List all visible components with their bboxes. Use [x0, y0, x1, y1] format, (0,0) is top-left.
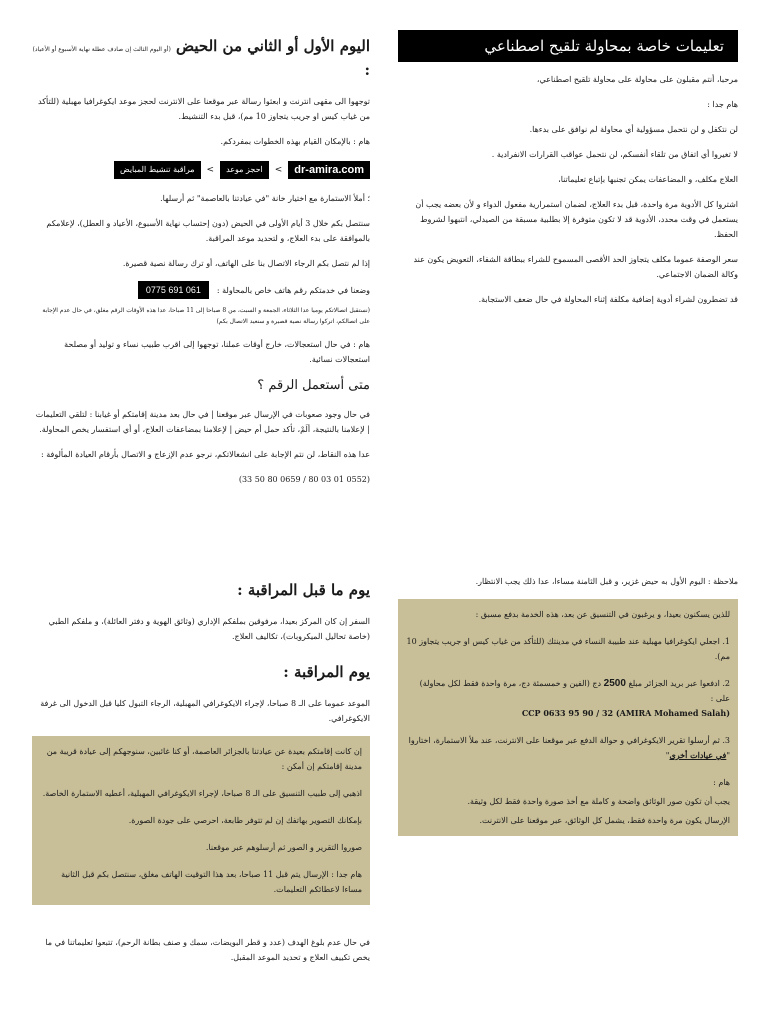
booking-link[interactable]: احجز موعد: [220, 161, 269, 179]
paragraph: لا تغيروا أي اتفاق من تلقاء أنفسكم، لن نتحمل عواقب القرارات الانفرادية .: [491, 150, 738, 159]
step-2: [406, 676, 730, 721]
paragraph: سنتصل بكم خلال 3 أيام الأولى في الحيض (دون إحتساب نهاية الأسبوع، الأعياد و العطل)، لإعلامكم بالموافقة على بدء العلاج، و لتحديد موعد المراقبة.: [46, 219, 370, 243]
important-line-1: يجب أن تكون صور الوثائق واضحة و كاملة مع أخذ صورة واحدة فقط لكل وثيقة.: [467, 797, 730, 806]
clinic-phone-numbers: (0552 01 03 80 / 0659 80 50 33): [238, 475, 370, 484]
monitoring-link[interactable]: مراقبة تنشيط المبايض: [114, 161, 200, 179]
phone-label: وضعنا في خدمتكم رقم هاتف خاص بالمحاولة :: [216, 285, 370, 295]
call-hours-note: (نستقبل اتصالاتكم يوميا عدا الثلاثاء، الجمعة و السبت، من 8 صباحا إلى 11 صباحا، عدا هذه الأوقات الرقم مغلق، في حال عدم الإجابة على اتصالكم، اتركوا رسالة نصية قصيرة و سنعيد الاتصال بكم): [42, 307, 370, 325]
first-day-column: [32, 30, 370, 497]
path-separator: >: [206, 165, 215, 175]
box-intro: للذين يسكنون بعيدا، و يرغبون في التنسيق عن بعد، هذه الخدمة بدفع مسبق :: [475, 610, 730, 619]
instructions-column: [398, 30, 738, 317]
paragraph: هام : بالإمكان القيام بهذه الخطوات بمفردكم.: [220, 137, 370, 146]
paragraph: إذا لم نتصل بكم الرجاء الاتصال بنا على الهاتف، أو ترك رسالة نصية قصيرة.: [122, 259, 370, 268]
website-link[interactable]: dr-amira.com: [288, 161, 370, 179]
step-1: 1. اجعلي ايكوغرافيا مهبلية عند طبيبة النساء في مدينتك (للتأكد من غياب كيس او جريب يتجاوز 10 مم).: [406, 637, 730, 661]
paragraph: سعر الوصفة عموما مكلف يتجاوز الحد الأقصى المسموح للشراء ببطاقة الشفاء، التعويض يكون عند وكالة الضمان الاجتماعي.: [413, 255, 738, 279]
paragraph: هام : في حال استعجالات، خارج أوقات عملنا، توجهوا إلى اقرب طبيب نساء و توليد أو مصلحة استعجالات نسائية.: [64, 340, 370, 364]
paragraph: الموعد عموما على الـ 8 صباحا، لإجراء الايكوغرافي المهبلية، الرجاء التبول كليا قبل الدخول الى غرفة الايكوغرافي.: [40, 699, 370, 723]
note-paragraph: ملاحظة : اليوم الأول به حيض غزير، و قبل الثامنة مساءا، عدا ذلك يجب الانتظار.: [475, 577, 738, 586]
box-paragraph: اذهبي إلى طبيب التنسيق على الـ 8 صباحا، لإجراء الايكوغرافي المهبلية، أعطيه الاستمارة الخاصة.: [42, 789, 362, 798]
section-heading: يوم ما قبل المراقبة :: [237, 581, 370, 599]
box-paragraph: بإمكانك التصوير بهاتفك إن لم تتوفر طابعة، احرصي على جودة الصورة.: [128, 816, 362, 825]
monitoring-day-column: [32, 574, 370, 975]
step-2-text-b: دج (الفين و خمسمئة دج، مرة واحدة فقط لكل محاولة) على :: [419, 679, 730, 703]
heading-text: اليوم الأول أو الثاني من الحيض: [176, 37, 370, 55]
phone-row: [32, 281, 370, 299]
paragraph: ؛ أملأ الاستمارة مع اختيار خانة "في عيادتنا بالعاصمة" ثم أرسلها.: [160, 194, 370, 203]
remote-coordination-column: [398, 574, 738, 836]
paragraph: العلاج مكلف، و المضاعفات يمكن تجنبها بإتباع تعليماتنا،: [558, 175, 738, 184]
paragraph: السفر إن كان المركز بعيدا، مرفوقين بملفكم الإداري (وثائق الهوية و دفتر العائلة)، و ملفكم الطبي (خاصة تحاليل الميكروبات)، تكاليف العلاج.: [48, 617, 370, 641]
box-paragraph: إن كانت إقامتكم بعيدة عن عيادتنا بالجزائر العاصمة، أو كنا غائبين، سنوجهكم إلى عيادة قريبة من مدينة إقامتكم إن أمكن :: [46, 747, 362, 771]
phone-number[interactable]: 0775 691 061: [138, 281, 209, 299]
heading-colon: :: [364, 61, 370, 79]
path-separator: >: [274, 165, 283, 175]
section-heading: [32, 36, 370, 80]
step-3-text: 3. ثم أرسلوا تقرير الايكوغرافي و حوالة الدفع عبر موقعنا على الانترنت، عند ملأ الاستمارة، اختاروا ": [408, 736, 730, 760]
navigation-path: [32, 161, 370, 179]
heading-note: (أو اليوم الثالث إن صادف عطلة نهاية الأسبوع أو الأعياد): [32, 46, 171, 53]
section-title-bar: تعليمات خاصة بمحاولة تلقيح اصطناعي: [398, 30, 738, 62]
important-line-2: الإرسال يكون مرة واحدة فقط، يشمل كل الوثائق، عبر موقعنا على الانترنت.: [479, 816, 730, 825]
paragraph: عدا هذه النقاط، لن نتم الإجابة على انشغالاتكم، نرجو عدم الإزعاج و الاتصال بأرقام العيادة المألوفة :: [41, 450, 370, 459]
ccp-account: CCP 0633 95 90 / 32 (AMIRA Mohamed Salah): [521, 708, 730, 718]
important-label: هام :: [713, 778, 730, 787]
section-heading: يوم المراقبة :: [283, 663, 370, 681]
paragraph: قد تضطرون لشراء أدوية إضافية مكلفة إثناء المحاولة في حال ضعف الاستجابة.: [478, 295, 738, 304]
step-2-text: 2. ادفعوا عبر بريد الجزائر مبلغ: [628, 679, 730, 688]
box-paragraph: هام جدا : الإرسال يتم قبل 11 صباحا، بعد هذا التوقيت الهاتف مغلق، سنتصل بكم قبل الثانية مساءا لاعطائكم التعليمات.: [61, 870, 362, 894]
paragraph: توجهوا الى مقهى انترنت و ابعثوا رسالة عبر موقعنا على الانترنت لحجز موعد ايكوغرافيا مهبلية (للتأكد من غياب كيس او جريب يتجاوز 10 مم)، قبل بدء التنشيط.: [38, 97, 370, 121]
paragraph: مرحبا، أنتم مقبلون على محاولة على محاولة تلقيح اصطناعي،: [536, 75, 738, 84]
subsection-heading: متى أستعمل الرقم ؟: [257, 378, 370, 393]
other-clinics-option: في عيادات أخرى: [669, 750, 727, 760]
paragraph: في حال وجود صعوبات في الإرسال عبر موقعنا | في حال بعد مدينة إقامتكم أو غيابنا : لتلقي التعليمات | لإعلامنا بالنتيجة، ألَمْ، تأكد حمل أم حيض | لإعلامنا بمضاعفات العلاج، أو أي استفسار يخص المحاولة.: [35, 410, 370, 434]
paragraph: هام جدا :: [707, 100, 738, 109]
remote-monitoring-box: [32, 736, 370, 905]
box-paragraph: صوروا التقرير و الصور ثم أرسلوهم عبر موقعنا.: [205, 843, 362, 852]
paragraph: لن نتكفل و لن نتحمل مسؤولية أي محاولة لم نوافق على بدءها.: [529, 125, 738, 134]
paragraph: اشتروا كل الأدوية مرة واحدة، قبل بدء العلاج، لضمان استمرارية مفعول الدواء و لأن بعضه يجب أن يستعمل في وقت محدد، الأدوية قد لا تكون متوفرة إلا بطلبية مسبقة من الصيدلي، انتبهوا لشروط الحفظ.: [415, 200, 738, 239]
payment-amount: 2500: [603, 678, 626, 689]
paragraph: في حال عدم بلوغ الهدف (عدد و قطر البويضات، سمك و صنف بطانة الرحم)، تتبعوا تعليماتنا في ما يخص تكييف العلاج و تحديد الموعد المقبل.: [45, 938, 370, 962]
remote-service-box: [398, 599, 738, 836]
step-3: [406, 733, 730, 763]
step-3-quote: ": [665, 751, 670, 760]
